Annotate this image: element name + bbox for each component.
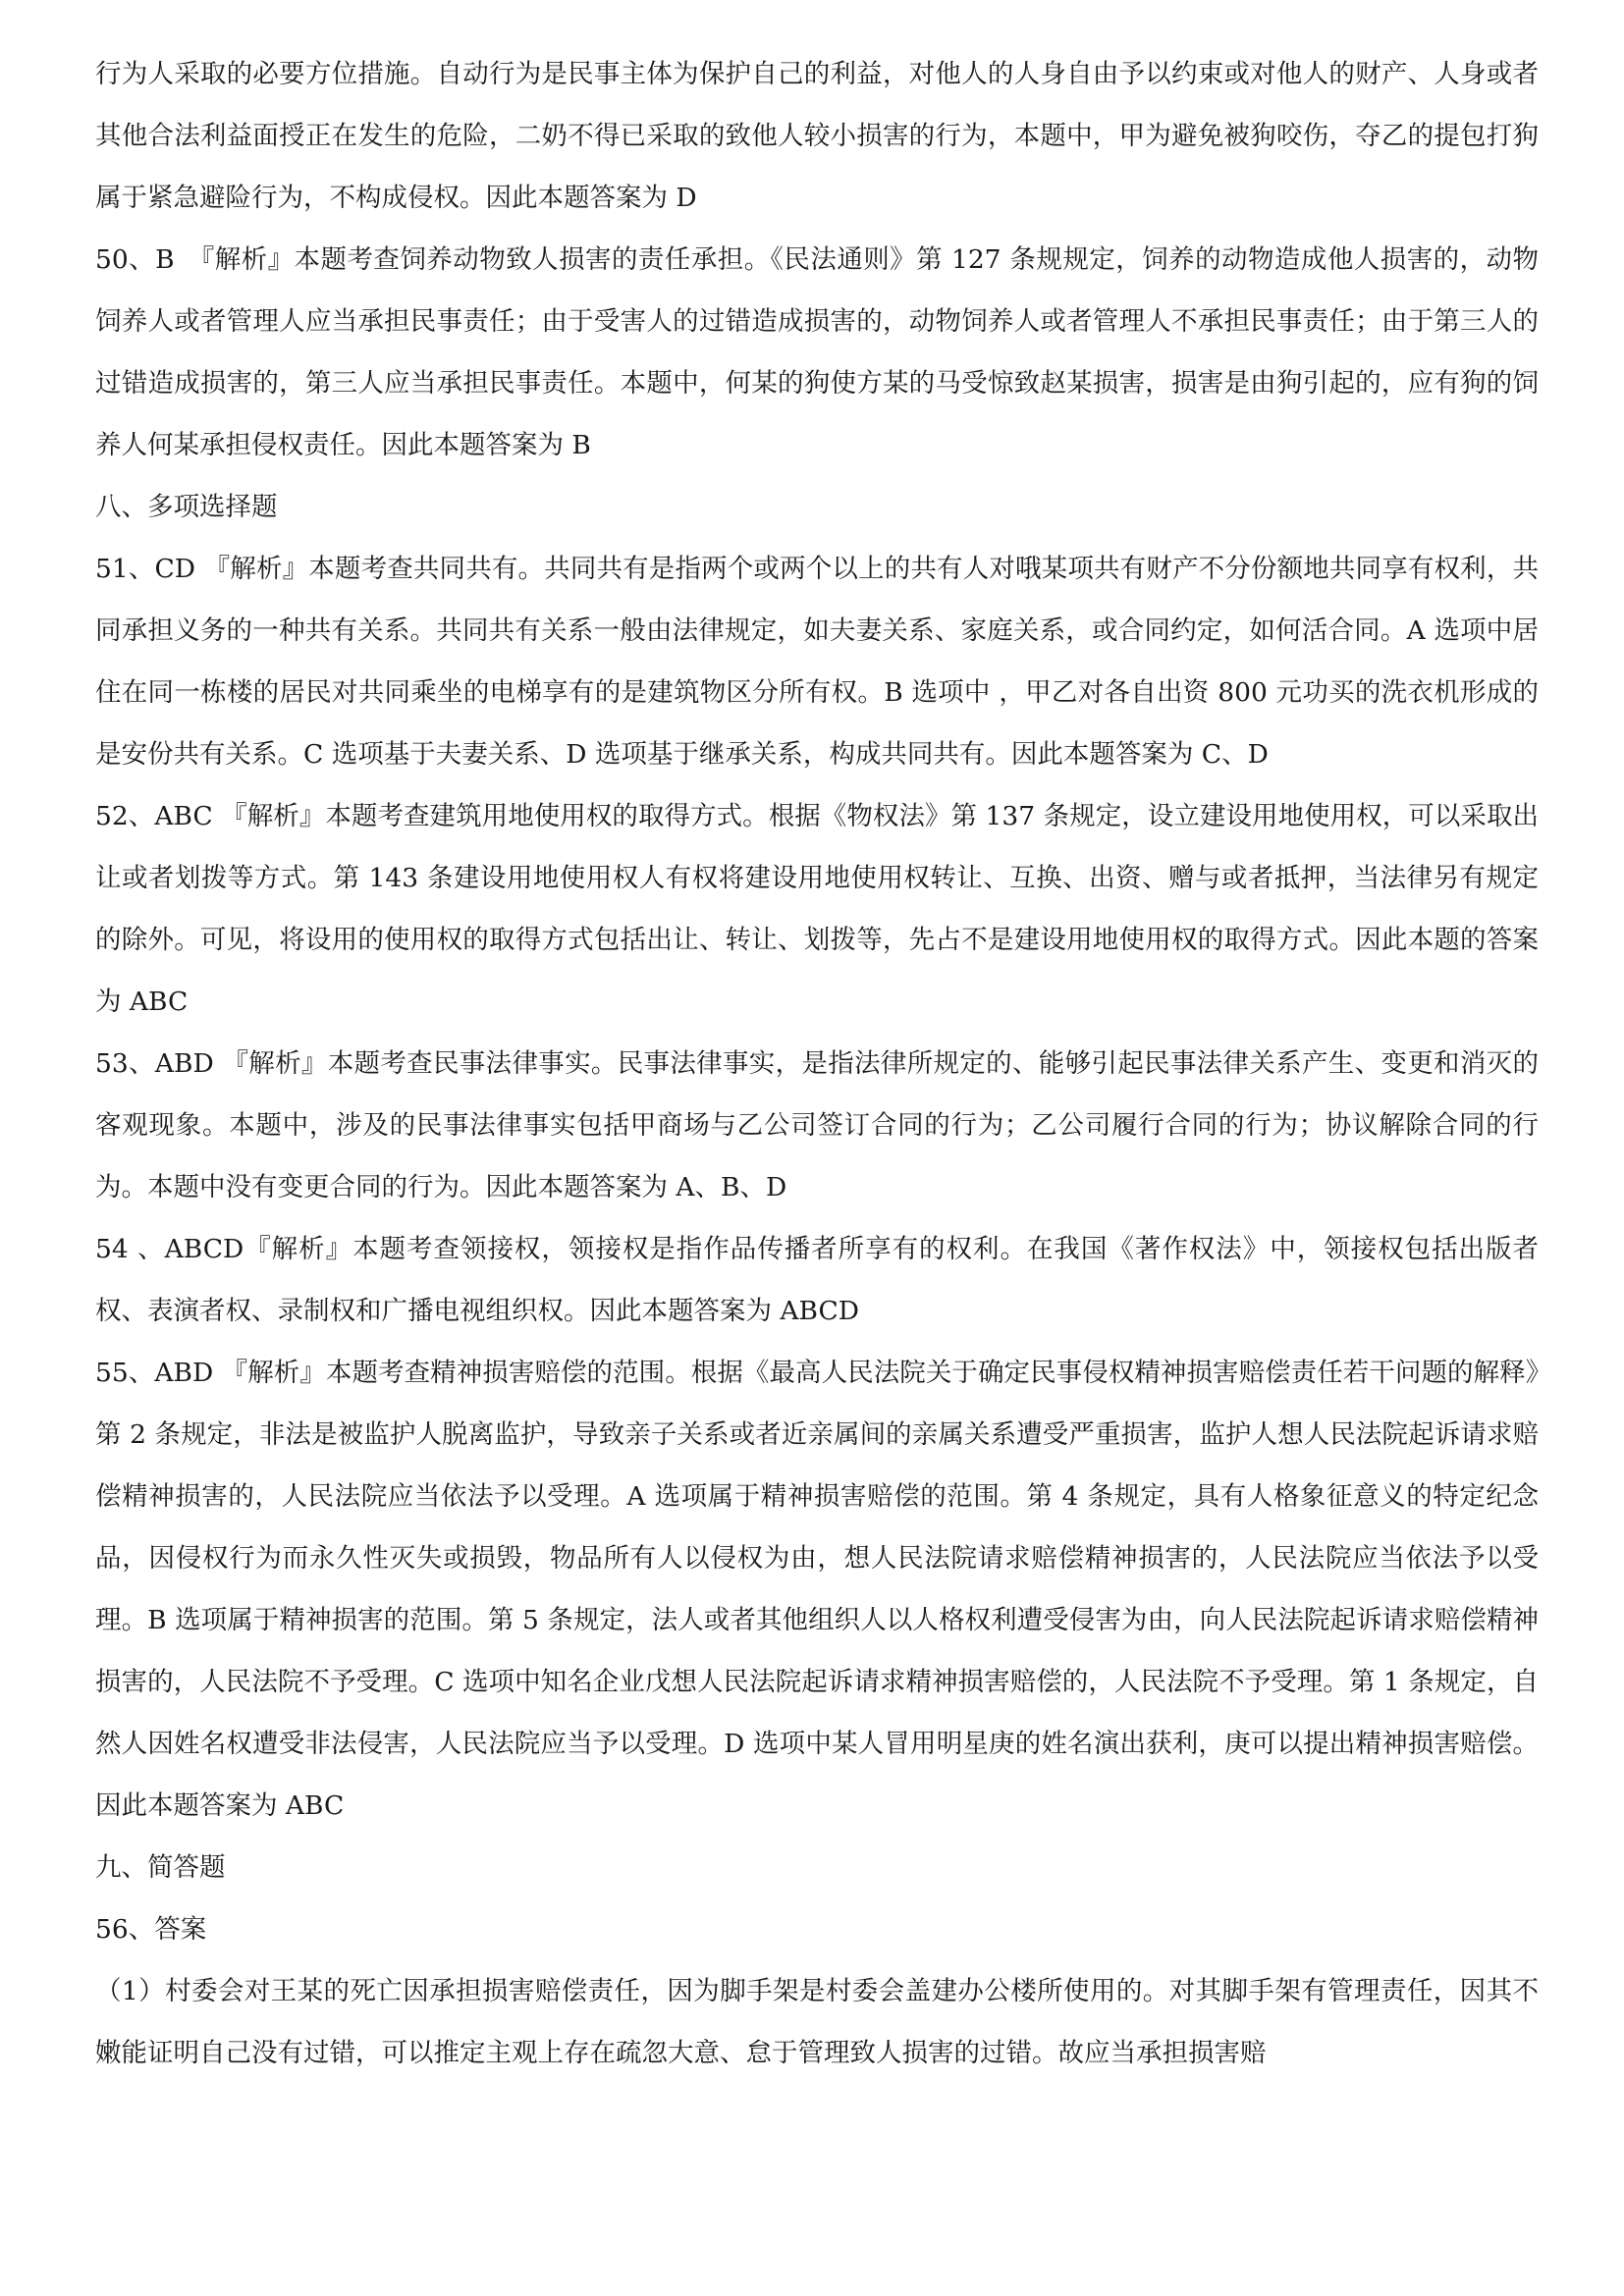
section-heading-multiple-choice: 八、多项选择题 <box>95 492 278 522</box>
section-heading-short-answer: 九、简答题 <box>95 1852 226 1883</box>
paragraph-continuation-49: 行为人采取的必要方位措施。自动行为是民事主体为保护自己的利益，对他人的人身自由予以约束或对他人的财产、人身或者其他合法利益面授正在发生的危险，二奶不得已采取的致他人较小损害的行为，本题中，甲为避免被狗咬伤，夺乙的提包打狗属于紧急避险行为，不构成侵权。因此本题答案为 D <box>95 59 1539 213</box>
answer-51: 51、CD 『解析』本题考查共同共有。共同共有是指两个或两个以上的共有人对哦某项共有财产不分份额地共同享有权利，共同承担义务的一种共有关系。共同共有关系一般由法律规定，如夫妻关系、家庭关系，或合同约定，如何活合同。A 选项中居住在同一栋楼的居民对共同乘坐的电梯享有的是建筑物区分所有权。B 选项中 ，甲乙对各自出资 800 元功买的洗衣机形成的是安份共有关系。C 选项基于夫妻关系、D 选项基于继承关系，构成共同共有。因此本题答案为 C、D <box>95 554 1539 770</box>
answer-55: 55、ABD 『解析』本题考查精神损害赔偿的范围。根据《最高人民法院关于确定民事侵权精神损害赔偿责任若干问题的解释》第 2 条规定，非法是被监护人脱离监护，导致亲子关系或者近亲属间的亲属关系遭受严重损害，监护人想人民法院起诉请求赔偿精神损害的，人民法院应当依法予以受理。A 选项属于精神损害赔偿的范围。第 4 条规定，具有人格象征意义的特定纪念品，因侵权行为而永久性灭失或损毁，物品所有人以侵权为由，想人民法院请求赔偿精神损害的，人民法院应当依法予以受理。B 选项属于精神损害的范围。第 5 条规定，法人或者其他组织人以人格权利遭受侵害为由，向人民法院起诉请求赔偿精神损害的，人民法院不予受理。C 选项中知名企业戊想人民法院起诉请求精神损害赔偿的，人民法院不予受理。第 1 条规定，自然人因姓名权遭受非法侵害，人民法院应当予以受理。D 选项中某人冒用明星庚的姓名演出获利，庚可以提出精神损害赔偿。因此本题答案为 ABC <box>95 1358 1539 1821</box>
answer-53: 53、ABD 『解析』本题考查民事法律事实。民事法律事实，是指法律所规定的、能够引起民事法律关系产生、变更和消灭的客观现象。本题中，涉及的民事法律事实包括甲商场与乙公司签订合同的行为；乙公司履行合同的行为；协议解除合同的行为。本题中没有变更合同的行为。因此本题答案为 A、B、D <box>95 1048 1539 1202</box>
answer-50: 50、B 『解析』本题考查饲养动物致人损害的责任承担。《民法通则》第 127 条规规定，饲养的动物造成他人损害的，动物饲养人或者管理人应当承担民事责任；由于受害人的过错造成损害的，动物饲养人或者管理人不承担民事责任；由于第三人的过错造成损害的，第三人应当承担民事责任。本题中，何某的狗使方某的马受惊致赵某损害，损害是由狗引起的，应有狗的饲养人何某承担侵权责任。因此本题答案为 B <box>95 244 1539 460</box>
answer-52: 52、ABC 『解析』本题考查建筑用地使用权的取得方式。根据《物权法》第 137 条规定，设立建设用地使用权，可以采取出让或者划拨等方式。第 143 条建设用地使用权人有权将建设用地使用权转让、互换、出资、赠与或者抵押，当法律另有规定的除外。可见，将设用的使用权的取得方式包括出让、转让、划拨等，先占不是建设用地使用权的取得方式。因此本题的答案为 ABC <box>95 801 1539 1017</box>
document-page <box>95 43 1539 2084</box>
answer-56-part-1: （1）村委会对王某的死亡因承担损害赔偿责任，因为脚手架是村委会盖建办公楼所使用的。对其脚手架有管理责任，因其不嫩能证明自己没有过错，可以推定主观上存在疏忽大意、怠于管理致人损害的过错。故应当承担损害赔 <box>95 1976 1539 2068</box>
answer-56-label: 56、答案 <box>95 1914 207 1945</box>
answer-54: 54 、ABCD『解析』本题考查领接权，领接权是指作品传播者所享有的权利。在我国《著作权法》中，领接权包括出版者权、表演者权、录制权和广播电视组织权。因此本题答案为 ABCD <box>95 1234 1539 1326</box>
